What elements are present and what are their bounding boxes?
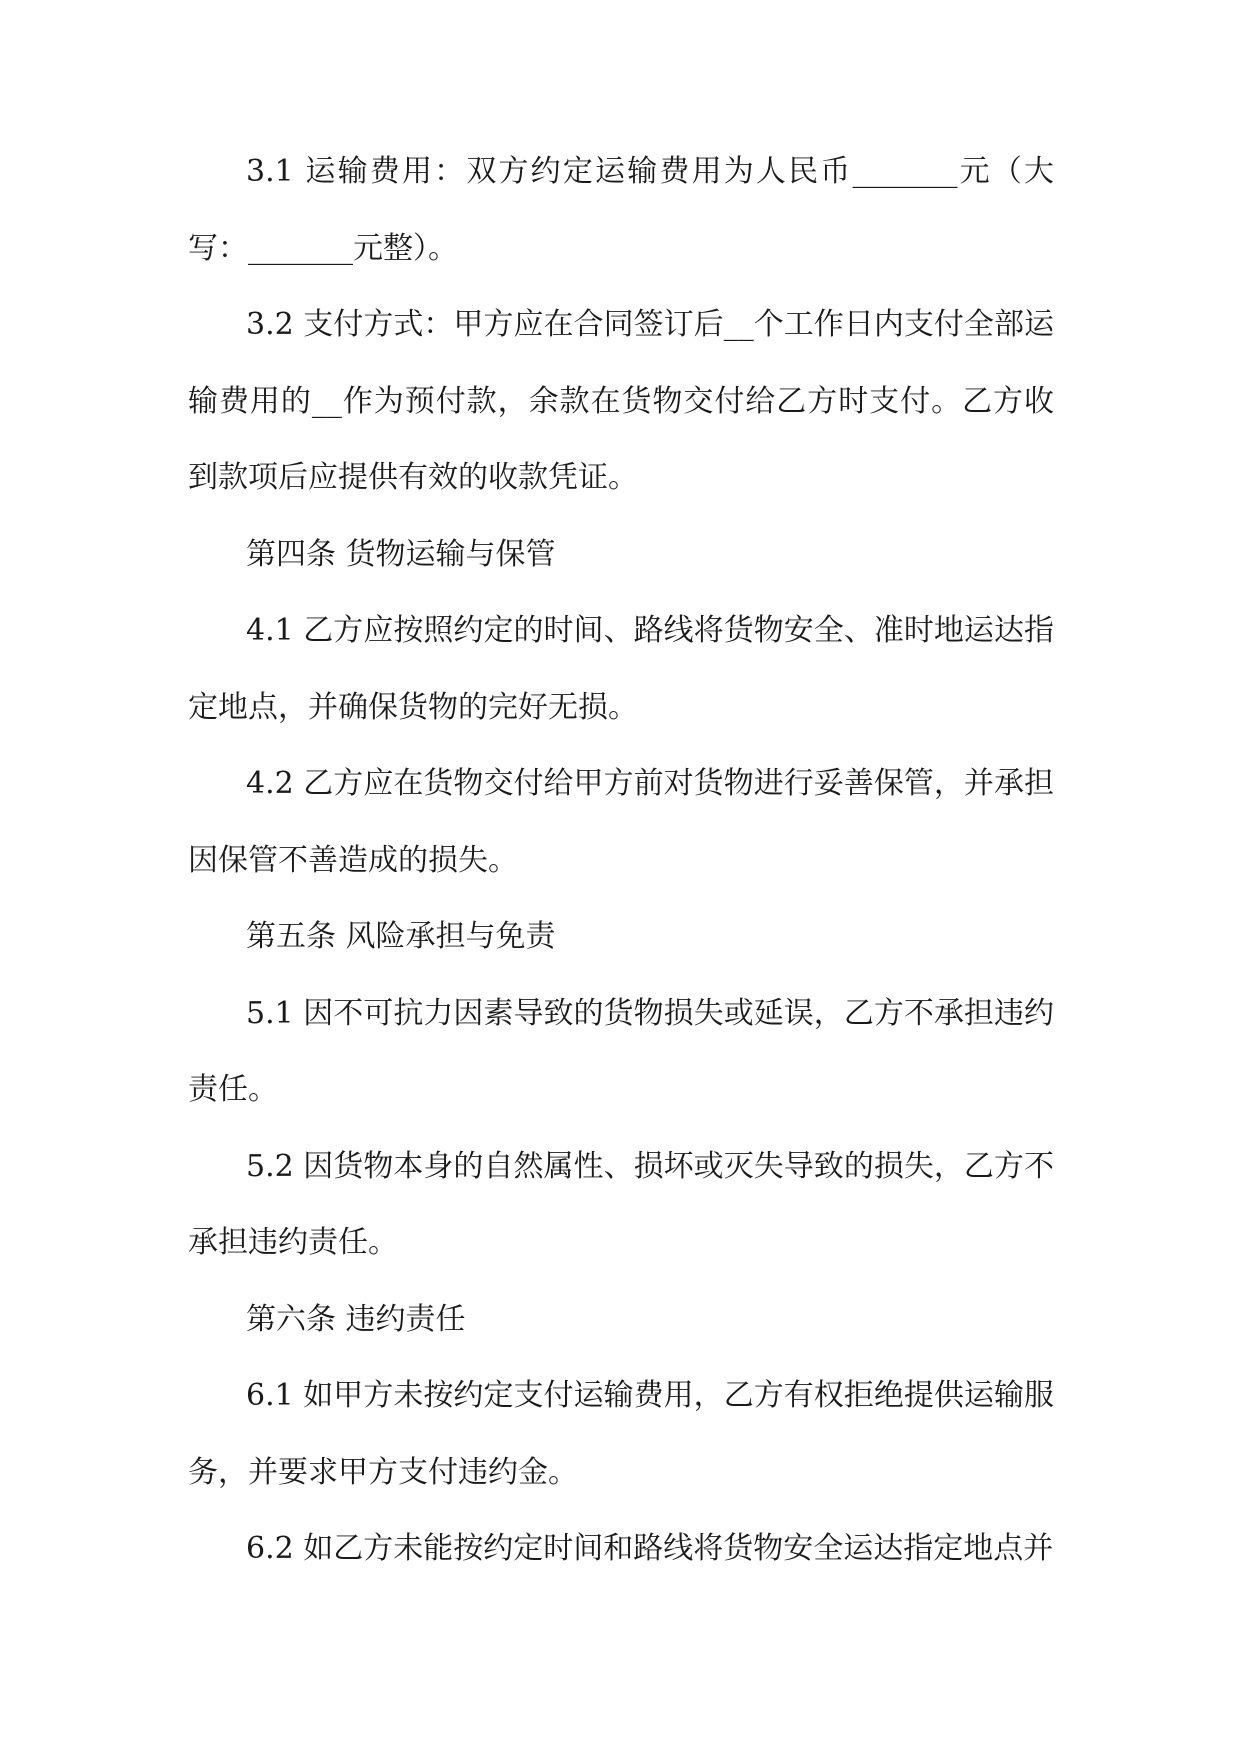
clause-4-1: 4.1 乙方应按照约定的时间、路线将货物安全、准时地运达指定地点，并确保货物的完好无损。 (188, 613, 1054, 725)
article-5-heading: 第五条 风险承担与免责 (246, 919, 556, 954)
clause-6-2: 6.2 如乙方未能按约定时间和路线将货物安全运达指定地点并 (246, 1531, 1054, 1566)
article-4-heading: 第四条 货物运输与保管 (246, 536, 556, 572)
article-6-heading: 第六条 违约责任 (246, 1301, 466, 1337)
clause-5-2: 5.2 因货物本身的自然属性、损坏或灭失导致的损失，乙方不承担违约责任。 (188, 1148, 1054, 1260)
clause-6-1: 6.1 如甲方未按约定支付运输费用，乙方有权拒绝提供运输服务，并要求甲方支付违约金。 (188, 1378, 1054, 1490)
clause-5-1: 5.1 因不可抗力因素导致的货物损失或延误，乙方不承担违约责任。 (188, 995, 1054, 1107)
clause-3-2: 3.2 支付方式：甲方应在合同签订后__个工作日内支付全部运输费用的__作为预付款，余款在货物交付给乙方时支付。乙方收到款项后应提供有效的收款凭证。 (188, 307, 1054, 495)
clause-3-1: 3.1 运输费用：双方约定运输费用为人民币_______元（大写：_______元整）。 (188, 154, 1054, 266)
document-page (188, 0, 1054, 1588)
clause-4-2: 4.2 乙方应在货物交付给甲方前对货物进行妥善保管，并承担因保管不善造成的损失。 (188, 766, 1054, 878)
